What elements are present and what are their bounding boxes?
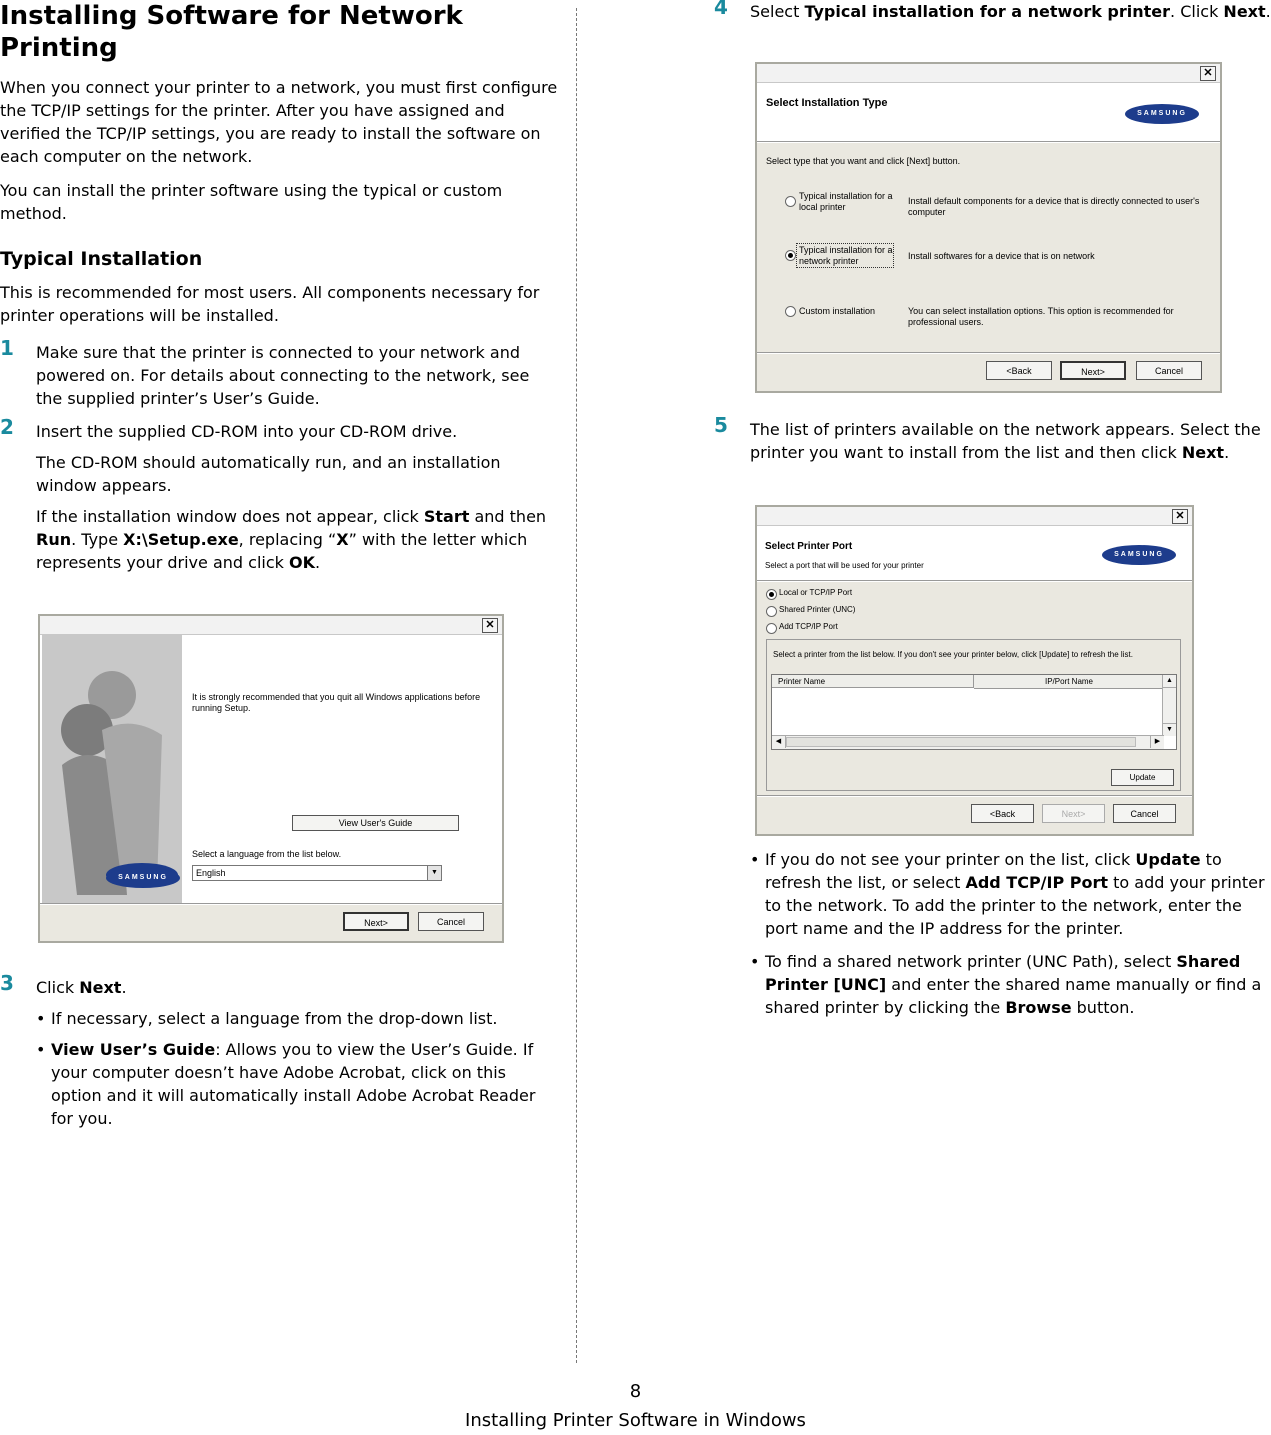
- option-description: Install softwares for a device that is on network: [908, 251, 1095, 261]
- update-button[interactable]: Update: [1111, 769, 1174, 786]
- port-option-label: Shared Printer (UNC): [779, 605, 856, 614]
- step-3: [0, 971, 558, 1130]
- dialog-title-bar: [757, 64, 1220, 83]
- printer-port-dialog-screenshot: [755, 505, 1194, 836]
- close-icon[interactable]: ✕: [1200, 66, 1216, 81]
- printer-list[interactable]: [771, 674, 1177, 750]
- step-text-2: The CD-ROM should automatically run, and an installation window appears.: [36, 453, 501, 495]
- radio-add-tcpip-port[interactable]: [766, 623, 777, 634]
- chevron-up-icon[interactable]: ▲: [1163, 675, 1176, 688]
- step-text: The list of printers available on the network appears. Select the printer you want to install from the list and then click Next.: [750, 420, 1261, 462]
- step-text: Make sure that the printer is connected to your network and powered on. For details about connecting to the network, see the supplied printer’s User’s Guide.: [36, 343, 530, 408]
- cancel-button[interactable]: Cancel: [1113, 804, 1176, 823]
- step-number: 2: [0, 415, 14, 439]
- port-option-label: Local or TCP/IP Port: [779, 588, 853, 597]
- install-prompt: Select type that you want and click [Next] button.: [766, 156, 961, 166]
- footer-label: Installing Printer Software in Windows: [465, 1410, 806, 1431]
- user-figures-icon: [42, 635, 182, 903]
- port-option-label: Add TCP/IP Port: [779, 622, 838, 631]
- recommendation-message: It is strongly recommended that you quit all Windows applications before running Setup.: [192, 692, 481, 713]
- dialog-title-bar: [40, 616, 502, 635]
- radio-network-printer[interactable]: [785, 250, 796, 261]
- installation-type-dialog-screenshot: [755, 62, 1222, 393]
- step-1: [0, 336, 558, 410]
- option-description: Install default components for a device that is directly connected to user's: [908, 196, 1200, 206]
- close-icon[interactable]: ✕: [482, 618, 498, 633]
- dialog-divider: [757, 580, 1192, 582]
- bullet-view-guide: • View User’s Guide: Allows you to view the User’s Guide. If your computer doesn’t have Adobe Acrobat, click on this option and it will automatically install Adobe Acrobat Reader for you.: [36, 1040, 536, 1128]
- radio-local-printer[interactable]: [785, 196, 796, 207]
- chevron-left-icon[interactable]: ◀: [772, 736, 786, 748]
- page-title: Installing Software for Network Printing: [0, 1, 463, 63]
- chevron-down-icon[interactable]: ▼: [1163, 723, 1176, 736]
- right-column: [714, 0, 1271, 33]
- scroll-thumb[interactable]: [786, 737, 1136, 747]
- dialog-divider: [40, 903, 502, 905]
- intro-paragraph-2: You can install the printer software using the typical or custom method.: [0, 181, 503, 223]
- option-label: Typical installation for a: [799, 191, 893, 201]
- next-button[interactable]: Next>: [1042, 804, 1105, 823]
- dialog-title-bar: [757, 507, 1192, 526]
- dialog-divider: [757, 795, 1192, 797]
- horizontal-scrollbar[interactable]: [772, 735, 1164, 749]
- step-text: Insert the supplied CD-ROM into your CD-ROM drive.: [36, 422, 458, 441]
- list-prompt: Select a printer from the list below. If you don't see your printer below, click [Update] to refresh the list.: [773, 650, 1133, 659]
- column-header-ip-port[interactable]: IP/Port Name: [974, 675, 1164, 689]
- radio-custom-installation[interactable]: [785, 306, 796, 317]
- cancel-button[interactable]: Cancel: [418, 912, 484, 931]
- option-description-2: professional users.: [908, 317, 984, 327]
- back-button[interactable]: <Back: [986, 361, 1052, 380]
- left-column: [0, 0, 558, 584]
- next-button[interactable]: Next>: [1060, 361, 1126, 380]
- section-heading: Typical Installation: [0, 248, 203, 270]
- dialog-divider: [757, 141, 1220, 143]
- step-5: [714, 413, 1271, 464]
- step-5-notes: [750, 848, 1271, 1027]
- welcome-dialog-screenshot: [38, 614, 504, 943]
- cancel-button[interactable]: Cancel: [1136, 361, 1202, 380]
- close-icon[interactable]: ✕: [1172, 509, 1188, 524]
- step-number: 1: [0, 336, 14, 360]
- step-number: 4: [714, 0, 728, 19]
- chevron-down-icon[interactable]: ▼: [427, 866, 441, 880]
- option-label: Typical installation for a: [799, 245, 893, 255]
- option-label-2: network printer: [799, 256, 859, 266]
- option-label-2: local printer: [799, 202, 846, 212]
- chevron-right-icon[interactable]: ▶: [1150, 736, 1164, 748]
- option-description-2: computer: [908, 207, 946, 217]
- language-select[interactable]: [192, 865, 442, 881]
- bullet-shared-printer: • To find a shared network printer (UNC Path), select Shared Printer [UNC] and enter the shared name manually or find a shared printer by clicking the Browse button.: [750, 952, 1262, 1017]
- step-number: 5: [714, 413, 728, 437]
- dialog-divider: [757, 352, 1220, 354]
- section-text: This is recommended for most users. All components necessary for printer operations will be installed.: [0, 283, 540, 325]
- radio-shared-printer[interactable]: [766, 606, 777, 617]
- step-number: 3: [0, 971, 14, 995]
- samsung-logo: SAMSUNG: [106, 868, 180, 888]
- step-3-block: [0, 971, 558, 1140]
- next-button[interactable]: Next>: [343, 912, 409, 931]
- step-text: Select Typical installation for a network printer. Click Next.: [750, 2, 1271, 21]
- intro-paragraph-1: When you connect your printer to a network, you must first configure the TCP/IP settings for the printer. After you have assigned and verified the TCP/IP settings, you are ready to install the software on each computer on the network.: [0, 78, 558, 166]
- bullet-language: • If necessary, select a language from the drop-down list.: [36, 1009, 498, 1028]
- option-description: You can select installation options. This option is recommended for: [908, 306, 1174, 316]
- dialog-heading: Select Printer Port: [765, 541, 853, 552]
- bullet-update: • If you do not see your printer on the list, click Update to refresh the list, or select Add TCP/IP Port to add your printer to the network. To add the printer to the network, enter the port name and the IP address for the printer.: [750, 850, 1265, 938]
- column-divider: [576, 8, 577, 1363]
- printer-list-group: [766, 639, 1181, 791]
- back-button[interactable]: <Back: [971, 804, 1034, 823]
- samsung-logo: SAMSUNG: [1102, 545, 1176, 565]
- radio-local-tcpip-port[interactable]: [766, 589, 777, 600]
- language-value: English: [196, 868, 226, 878]
- step-text: Click Next.: [36, 978, 127, 997]
- step-text-3: If the installation window does not appear, click Start and then Run. Type X:\Setup.exe, replacing “X” with the letter which represents your drive and click OK.: [36, 507, 547, 572]
- page-number: 8: [629, 1381, 642, 1402]
- step-5-block: [714, 413, 1271, 474]
- step-2: [0, 415, 558, 574]
- step-4: [714, 0, 1271, 23]
- vertical-scrollbar[interactable]: [1162, 675, 1176, 736]
- samsung-logo: SAMSUNG: [1125, 104, 1199, 124]
- view-users-guide-button[interactable]: View User's Guide: [292, 815, 459, 831]
- dialog-subtitle: Select a port that will be used for your printer: [765, 561, 924, 570]
- option-label: Custom installation: [799, 306, 876, 316]
- dialog-heading: Select Installation Type: [766, 97, 888, 109]
- column-header-printer-name[interactable]: Printer Name: [772, 675, 974, 688]
- language-label: Select a language from the list below.: [192, 849, 342, 859]
